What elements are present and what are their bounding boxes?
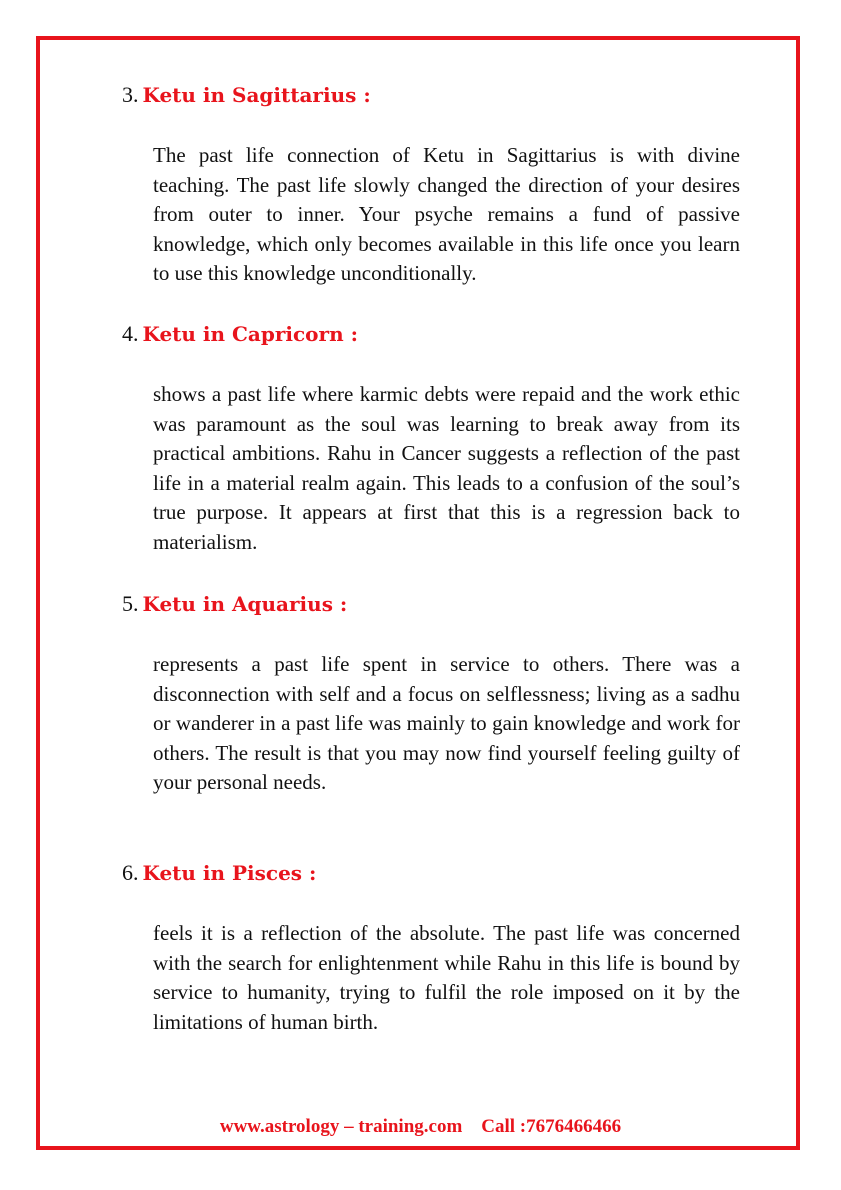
section-heading-pisces (122, 858, 742, 888)
section-title: Ketu in Capricorn : (142, 322, 358, 346)
footer-website: www.astrology – training.com (219, 1116, 463, 1137)
section-body-aquarius (153, 650, 740, 798)
section-number: 5. (122, 591, 139, 616)
section-heading-aquarius (122, 589, 742, 619)
section-title: Ketu in Sagittarius : (142, 83, 371, 107)
page-footer (0, 1116, 841, 1138)
section-paragraph: feels it is a reflection of the absolute. The past life was concerned with the search for enlightenment while Rahu in this life is bound by service to humanity, trying to fulfil the role imposed on it by the limitations of human birth. (153, 921, 740, 1034)
section-title: Ketu in Aquarius : (142, 592, 348, 616)
section-heading-sagittarius (122, 80, 742, 110)
section-number: 4. (122, 321, 139, 346)
section-paragraph: shows a past life where karmic debts were repaid and the work ethic was paramount as the soul was learning to break away from its practical ambitions. Rahu in Cancer suggests a reflection of the past life in a material realm again. This leads to a confusion of the soul’s true purpose. It appears at first that this is a regression back to materialism. (153, 382, 740, 554)
section-paragraph: The past life connection of Ketu in Sagittarius is with divine teaching. The past life slowly changed the direction of your desires from outer to inner. Your psyche remains a fund of passive knowledge, which only becomes available in this life once you learn to use this knowledge unconditionally. (153, 143, 740, 286)
section-paragraph: represents a past life spent in service to others. There was a disconnection with self and a focus on selflessness; living as a sadhu or wanderer in a past life was mainly to gain knowledge and work for others. The result is that you may now find yourself feeling guilty of your personal needs. (153, 652, 740, 795)
footer-phone: Call :7676466466 (481, 1116, 622, 1137)
section-body-sagittarius (153, 141, 740, 289)
section-title: Ketu in Pisces : (142, 861, 317, 885)
section-body-pisces (153, 919, 740, 1037)
section-heading-capricorn (122, 319, 742, 349)
section-number: 3. (122, 82, 139, 107)
section-body-capricorn (153, 380, 740, 558)
section-number: 6. (122, 860, 139, 885)
